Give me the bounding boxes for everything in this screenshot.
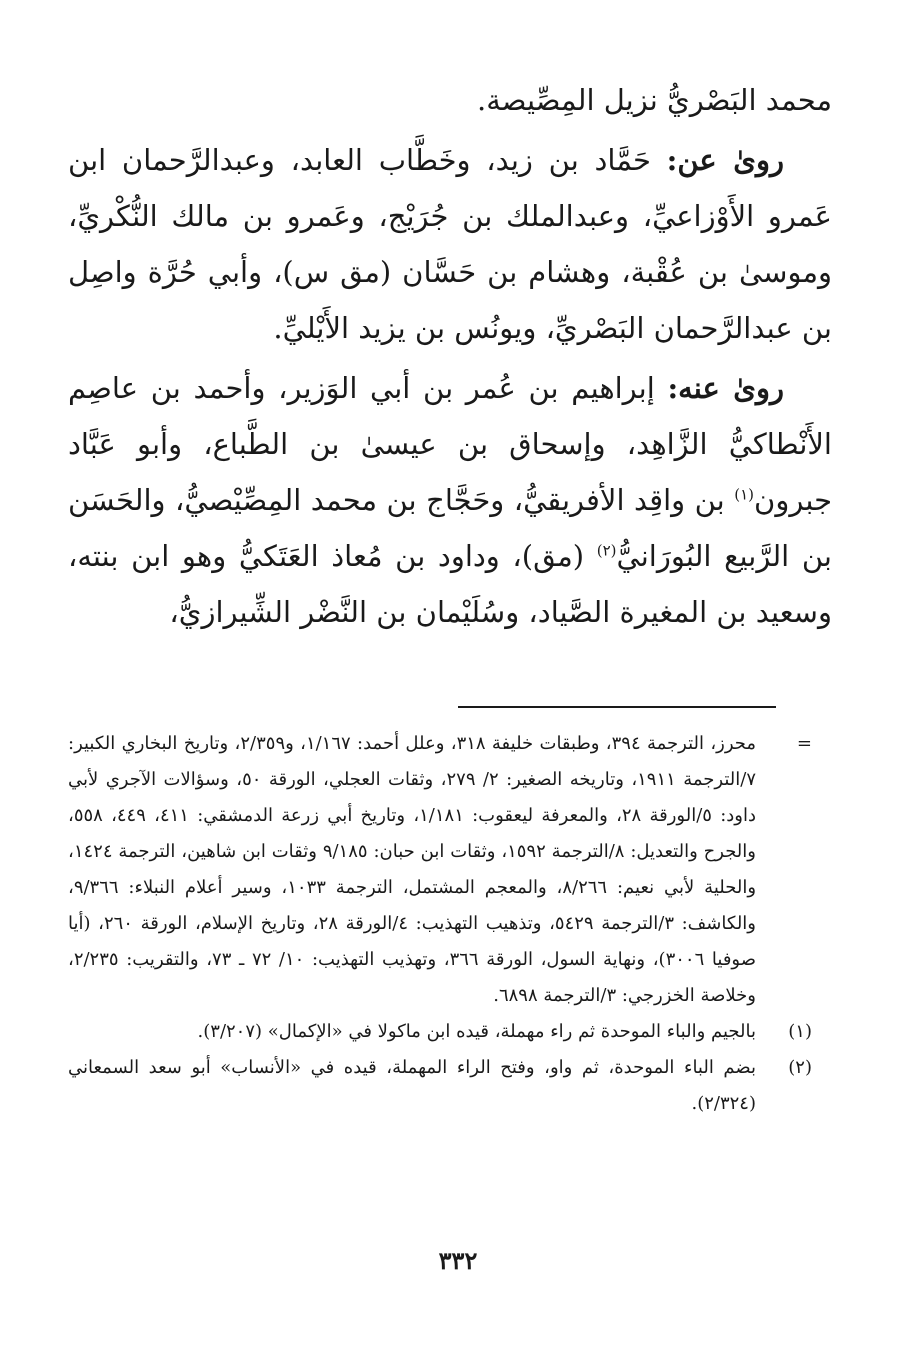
footnote-mark: (١)	[788, 1021, 812, 1042]
main-text	[68, 72, 832, 640]
footnote-mark: (٢)	[788, 1057, 812, 1078]
footnote-separator	[458, 706, 776, 708]
narrated-by-text-part-2: بن واقِد الأفريقيُّ، وحَجَّاج بن محمد المِصِّيْصيُّ، والحَسَن بن الرَّبيع البُورَانيُّ	[68, 483, 832, 573]
narrated-from-text: حَمَّاد بن زيد، وخَطَّاب العابد، وعبدالرَّحمان ابن عَمرو الأَوْزاعيِّ، وعبدالملك بن جُرَيْج، وعَمرو بن مالك النُّكْريِّ، وموسىٰ بن عُقْبة، وهشام بن حَسَّان (مق س)، وأبي حُرَّة واصِل بن عبدالرَّحمان البَصْريِّ، ويونُس بن يزيد الأَيْليِّ.	[68, 143, 832, 345]
footnote-ref-2[interactable]: (٢)	[596, 541, 617, 560]
footnote-1	[68, 1014, 812, 1050]
intro-line: محمد البَصْريُّ نزيل المِصِّيصة.	[477, 83, 832, 117]
footnote-mark: =	[796, 733, 812, 754]
narrated-by-heading: روىٰ عنه:	[667, 371, 784, 405]
footnote-text: بالجيم والباء الموحدة ثم راء مهملة، قيده ابن ماكولا في «الإكمال» (٣/٢٠٧).	[197, 1021, 756, 1042]
page-number: ٣٣٢	[438, 1246, 478, 1275]
narrated-from-heading: روىٰ عن:	[666, 143, 785, 177]
narrated-by-text-part-1: إبراهيم بن عُمر بن أبي الوَزير، وأحمد بن عاصِم الأَنْطاكيُّ الزَّاهِد، وإسحاق بن عيسىٰ بن الطَّباع، وأبو عَبَّاد جبرون	[68, 371, 833, 517]
footnotes	[68, 726, 812, 1122]
footnote-text: بضم الباء الموحدة، ثم واو، وفتح الراء المهملة، قيده في «الأنساب» أبو سعد السمعاني (٢/٣٢٤).	[68, 1057, 756, 1114]
footnote-continuation	[68, 726, 812, 1014]
footnote-text: محرز، الترجمة ٣٩٤، وطبقات خليفة ٣١٨، وعلل أحمد: ١/١٦٧، و٢/٣٥٩، وتاريخ البخاري الكبير: ٧/الترجمة ١٩١١، وتاريخه الصغير: ٢/ ٢٧٩، وثقات العجلي، الورقة ٥٠، وسؤالات الآجري لأبي داود: ٥/الورقة ٢٨، والمعرفة ليعقوب: ١/١٨١، وتاريخ أبي زرعة الدمشقي: ٤١١، ٤٤٩، ٥٥٨، والجرح والتعديل: ٨/الترجمة ١٥٩٢، وثقات ابن حبان: ٩/١٨٥ وثقات ابن شاهين، الترجمة ١٤٢٤، والحلية لأبي نعيم: ٨/٢٦٦، والمعجم المشتمل، الترجمة ١٠٣٣، وسير أعلام النبلاء: ٩/٣٦٦، والكاشف: ٣/الترجمة ٥٤٢٩، وتذهيب التهذيب: ٤/الورقة ٢٨، وتاريخ الإسلام، الورقة ٢٦٠، (أيا صوفيا ٣٠٠٦)، ونهاية السول، الورقة ٣٦٦، وتهذيب التهذيب: ١٠/ ٧٢ ـ ٧٣، والتقريب: ٢/٢٣٥، وخلاصة الخزرجي: ٣/الترجمة ٦٨٩٨.	[68, 733, 757, 1006]
footnote-2	[68, 1050, 812, 1122]
narrated-by-paragraph	[68, 360, 832, 640]
footnote-ref-1[interactable]: (١)	[734, 485, 755, 504]
narrated-from-paragraph	[68, 132, 832, 356]
narrated-by-text-part-3: (مق)، وداود بن مُعاذ العَتَكيُّ وهو ابن بنته، وسعيد بن المغيرة الصَّياد، وسُلَيْمان بن النَّضْر الشِّيرازيُّ،	[68, 539, 832, 629]
